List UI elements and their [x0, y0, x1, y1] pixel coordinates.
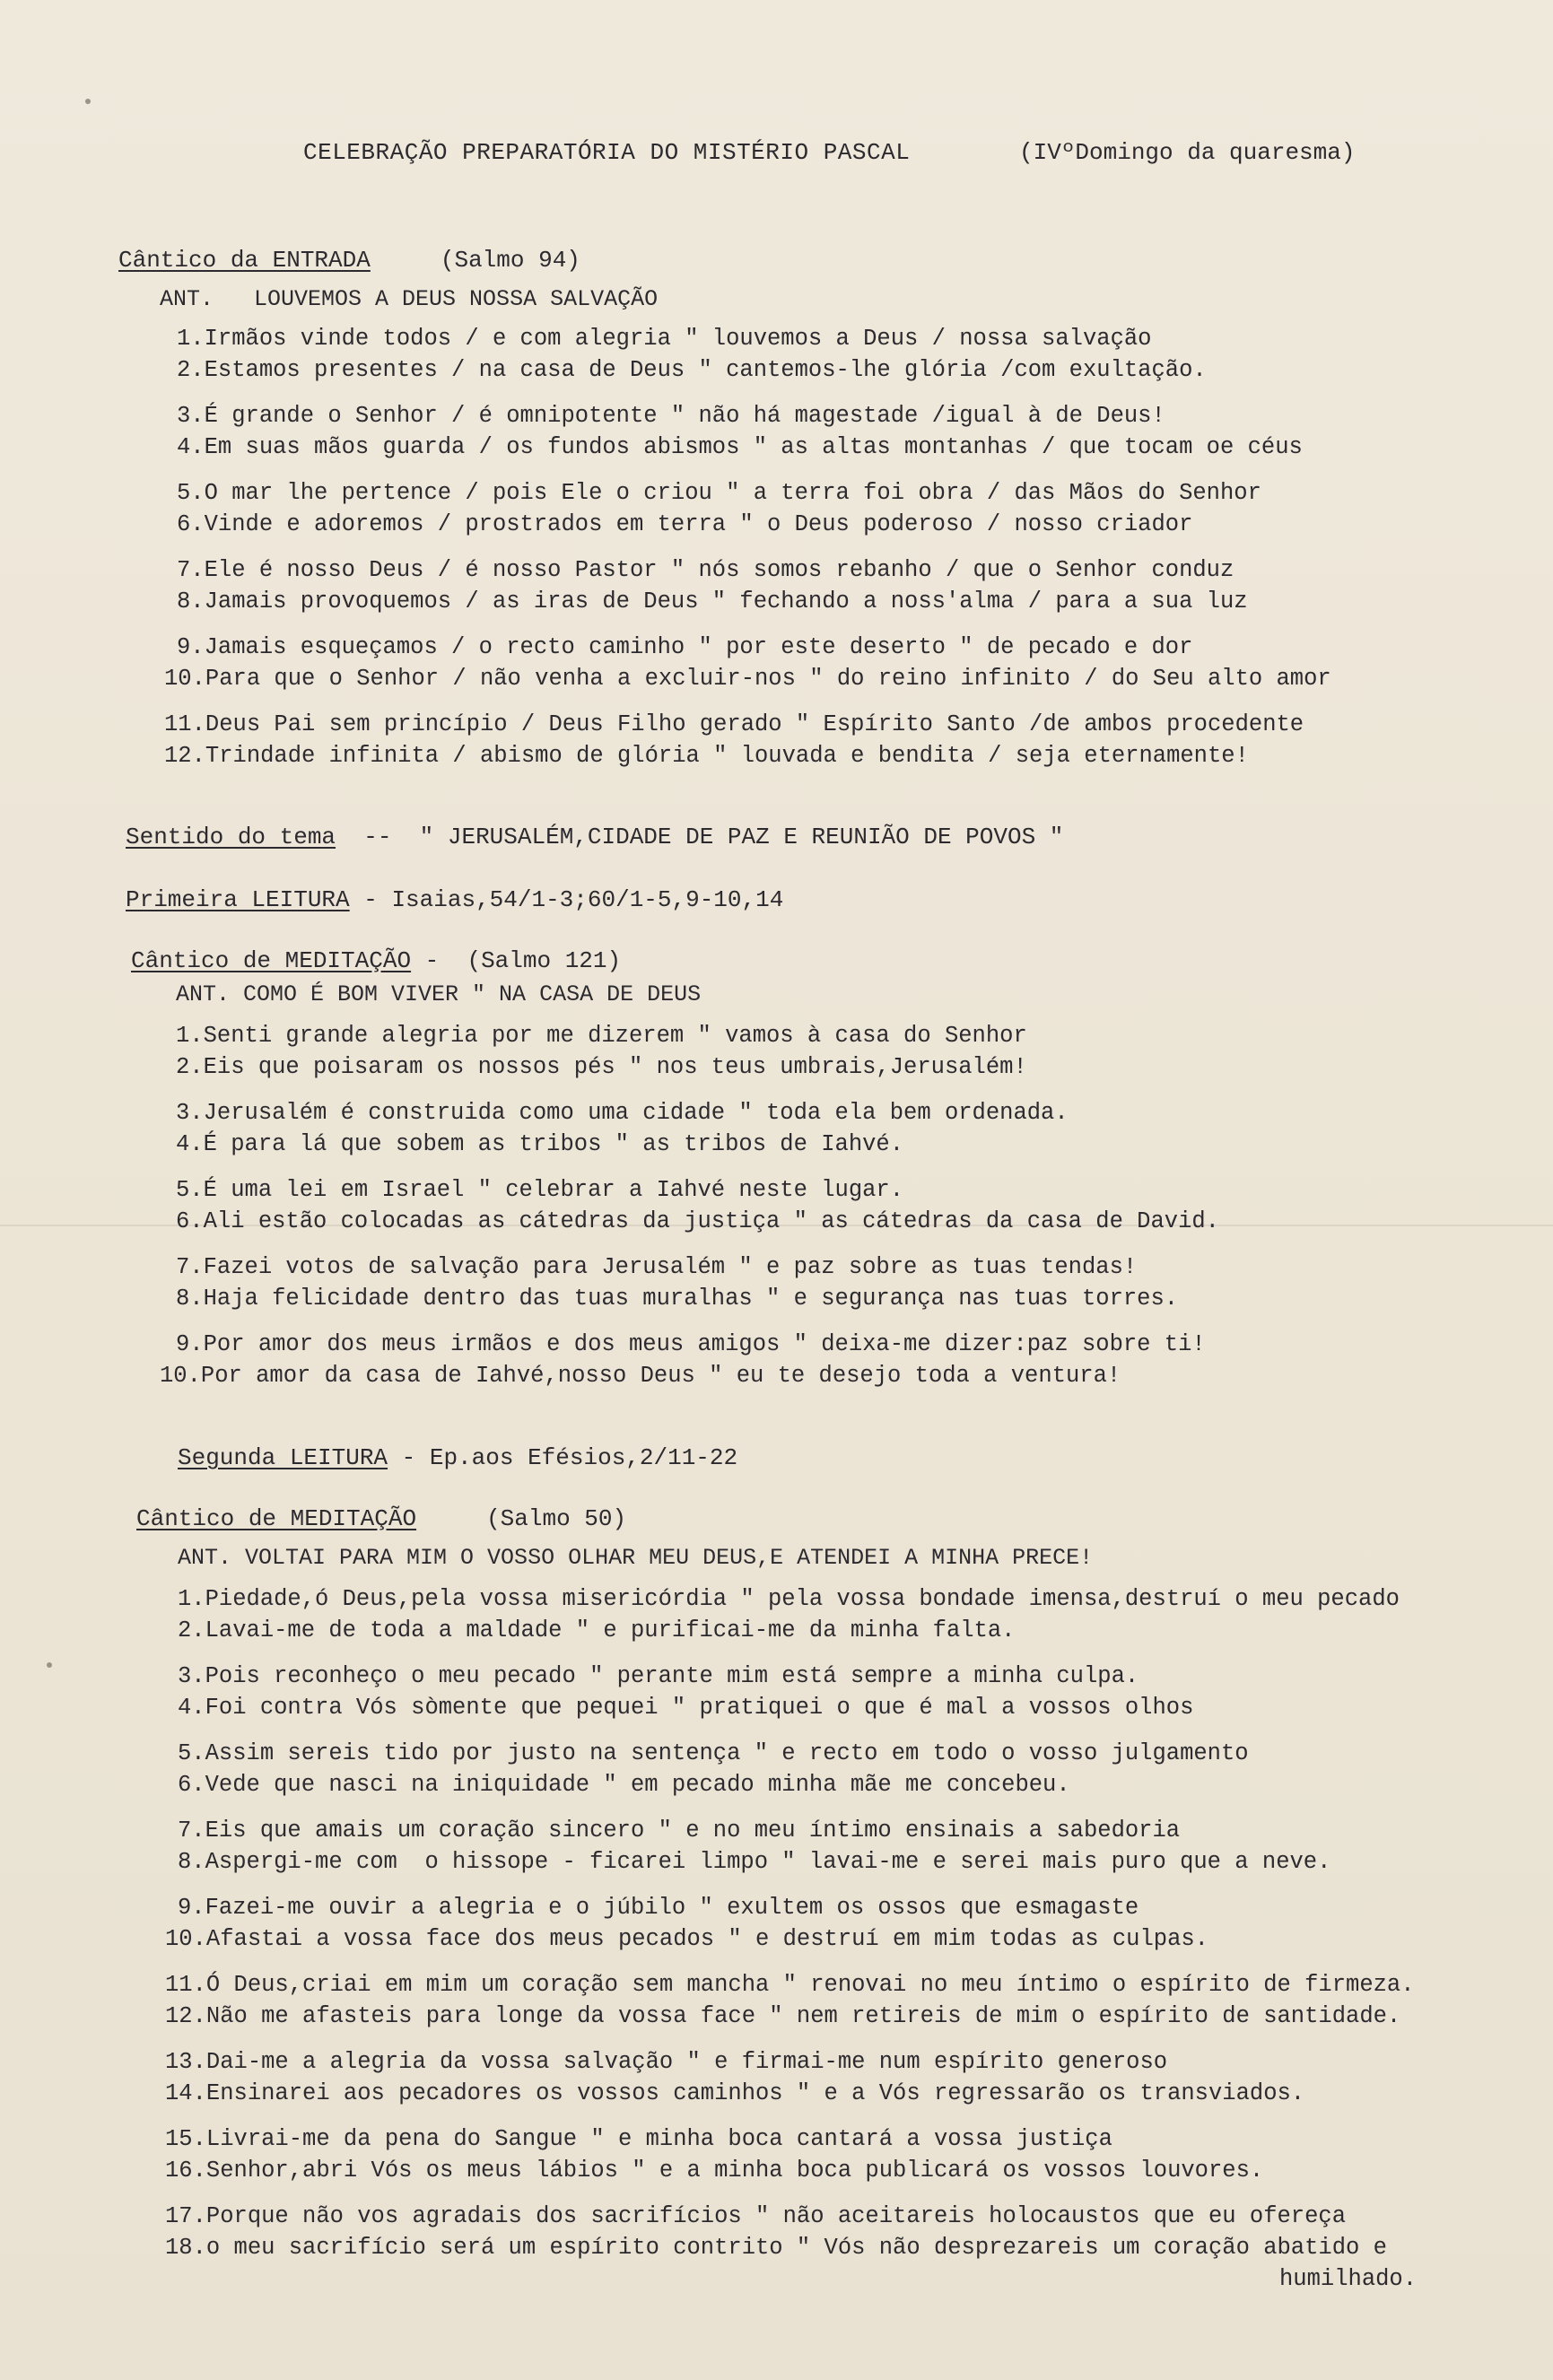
- meditacao1-title: Cântico de MEDITAÇÃO: [131, 947, 412, 974]
- verse-line: 12.Não me afasteis para longe da vossa face " nem retireis de mim o espírito de santidade.: [165, 2003, 1401, 2029]
- meditacao2-section: [136, 1505, 1417, 2295]
- meditacao1-antiphon: ANT. COMO É BOM VIVER " NA CASA DE DEUS: [176, 981, 702, 1007]
- verse-line: 13.Dai-me a alegria da vossa salvação " e firmai-me num espírito generoso: [165, 2049, 1168, 2075]
- meditacao2-antiphon: ANT. VOLTAI PARA MIM O VOSSO OLHAR MEU DEUS,E ATENDEI A MINHA PRECE!: [178, 1545, 1094, 1571]
- entrada-antiphon: ANT. LOUVEMOS A DEUS NOSSA SALVAÇÃO: [160, 286, 659, 312]
- verse-line: 4.Foi contra Vós sòmente que pequei " pratiquei o que é mal a vossos olhos: [178, 1695, 1194, 1721]
- verse-line: 10.Afastai a vossa face dos meus pecados " e destruí em mim todas as culpas.: [165, 1926, 1208, 1952]
- verse-line: 3.É grande o Senhor / é omnipotente " não há magestade /igual à de Deus!: [177, 403, 1165, 429]
- verse-line: 6.Ali estão colocadas as cátedras da justiça " as cátedras da casa de David.: [176, 1208, 1219, 1234]
- meditacao1-heading: [131, 947, 1219, 974]
- entrada-title: Cântico da ENTRADA: [118, 247, 371, 274]
- meditacao1-ref: - (Salmo 121): [411, 947, 622, 974]
- verse-line: 1.Piedade,ó Deus,pela vossa misericórdia " pela vossa bondade imensa,destruí o meu pecado: [178, 1586, 1400, 1612]
- verse-line: 7.Eis que amais um coração sincero " e no meu íntimo ensinais a sabedoria: [178, 1818, 1181, 1844]
- segunda-leitura-line: [178, 1444, 737, 1471]
- verse-line: 16.Senhor,abri Vós os meus lábios " e a minha boca publicará os vossos louvores.: [165, 2158, 1264, 2184]
- meditacao2-heading: [136, 1505, 1417, 1532]
- verse-line: 11.Ó Deus,criai em mim um coração sem mancha " renovai no meu íntimo o espírito de firmeza.: [165, 1972, 1415, 1998]
- verse-line: 5.É uma lei em Israel " celebrar a Iahvé neste lugar.: [176, 1177, 904, 1203]
- primeira-leitura-line: [126, 886, 783, 913]
- entrada-ref: (Salmo 94): [440, 247, 580, 274]
- paper-speck: [85, 99, 91, 104]
- primeira-label: Primeira LEITURA: [126, 886, 350, 913]
- verse-line: 11.Deus Pai sem princípio / Deus Filho gerado " Espírito Santo /de ambos procedente: [164, 711, 1304, 737]
- verse-line: 9.Por amor dos meus irmãos e dos meus amigos " deixa-me dizer:paz sobre ti!: [176, 1331, 1206, 1357]
- verse-line: 3.Jerusalém é construida como uma cidade " toda ela bem ordenada.: [176, 1100, 1069, 1126]
- verse-line: 7.Ele é nosso Deus / é nosso Pastor " nós somos rebanho / que o Senhor conduz: [177, 557, 1235, 583]
- paper-speck: [47, 1662, 52, 1668]
- verse-line: 3.Pois reconheço o meu pecado " perante mim está sempre a minha culpa.: [178, 1663, 1139, 1689]
- verse-line: 2.Lavai-me de toda a maldade " e purificai-me da minha falta.: [178, 1617, 1016, 1643]
- document-subtitle: (IVºDomingo da quaresma): [1019, 139, 1356, 166]
- primeira-text: - Isaias,54/1-3;60/1-5,9-10,14: [349, 886, 784, 913]
- verse-line: 17.Porque não vos agradais dos sacrifícios " não aceitareis holocaustos que eu ofereça: [165, 2203, 1347, 2229]
- sentido-label: Sentido do tema: [126, 824, 336, 850]
- verse-line: 8.Haja felicidade dentro das tuas muralhas " e segurança nas tuas torres.: [176, 1286, 1179, 1312]
- verse-line: 9.Fazei-me ouvir a alegria e o júbilo " exultem os ossos que esmagaste: [178, 1895, 1139, 1921]
- meditacao1-verses: [160, 1020, 1219, 1391]
- verse-line: 9.Jamais esqueçamos / o recto caminho " por este deserto " de pecado e dor: [177, 634, 1193, 660]
- meditacao2-verses: [165, 1583, 1418, 2295]
- verse-line: 8.Aspergi-me com o hissope - ficarei limpo " lavai-me e serei mais puro que a neve.: [178, 1849, 1331, 1875]
- verse-line: 6.Vede que nasci na iniquidade " em pecado minha mãe me concebeu.: [178, 1772, 1070, 1798]
- document-header: [0, 139, 1553, 175]
- verse-line: 12.Trindade infinita / abismo de glória " louvada e bendita / seja eternamente!: [164, 743, 1249, 769]
- verse-line: 7.Fazei votos de salvação para Jerusalém " e paz sobre as tuas tendas!: [176, 1254, 1138, 1280]
- verse-line: 1.Irmãos vinde todos / e com alegria " louvemos a Deus / nossa salvação: [177, 326, 1152, 352]
- verse-line: 5.Assim sereis tido por justo na sentença " e recto em todo o vosso julgamento: [178, 1740, 1249, 1766]
- verse-line: 2.Estamos presentes / na casa de Deus " cantemos-lhe glória /com exultação.: [177, 357, 1207, 383]
- verse-line: 10.Por amor da casa de Iahvé,nosso Deus " eu te desejo toda a ventura!: [160, 1363, 1121, 1389]
- verse-line: 18.o meu sacrifício será um espírito contrito " Vós não desprezareis um coração abatido e: [165, 2235, 1387, 2261]
- verse-line: 4.É para lá que sobem as tribos " as tribos de Iahvé.: [176, 1131, 904, 1157]
- verse-line: 15.Livrai-me da pena do Sangue " e minha boca cantará a vossa justiça: [165, 2126, 1112, 2152]
- entrada-heading: [118, 247, 1331, 274]
- sentido-line: [126, 824, 1063, 850]
- meditacao2-title: Cântico de MEDITAÇÃO: [136, 1505, 417, 1532]
- segunda-text: - Ep.aos Efésios,2/11-22: [388, 1444, 738, 1471]
- entrada-verses: [164, 323, 1331, 772]
- sentido-text: -- " JERUSALÉM,CIDADE DE PAZ E REUNIÃO DE POVOS ": [336, 824, 1064, 850]
- segunda-label: Segunda LEITURA: [178, 1444, 388, 1471]
- verse-line: 4.Em suas mãos guarda / os fundos abismos " as altas montanhas / que tocam oe céus: [177, 434, 1303, 460]
- verse-line: 8.Jamais provoquemos / as iras de Deus " fechando a noss'alma / para a sua luz: [177, 588, 1248, 615]
- meditacao1-section: [131, 947, 1219, 1391]
- meditacao2-ref: (Salmo 50): [416, 1505, 627, 1532]
- verse-line: 14.Ensinarei aos pecadores os vossos caminhos " e a Vós regressarão os transviados.: [165, 2080, 1305, 2106]
- entrada-section: [118, 247, 1331, 772]
- document-title: CELEBRAÇÃO PREPARATÓRIA DO MISTÉRIO PASCAL: [303, 139, 911, 166]
- verse-line: 1.Senti grande alegria por me dizerem " vamos à casa do Senhor: [176, 1023, 1027, 1049]
- verse-line: 5.O mar lhe pertence / pois Ele o criou " a terra foi obra / das Mãos do Senhor: [177, 480, 1261, 506]
- verse-line: 2.Eis que poisaram os nossos pés " nos teus umbrais,Jerusalém!: [176, 1054, 1027, 1080]
- verse-line: 10.Para que o Senhor / não venha a excluir-nos " do reino infinito / do Seu alto amor: [164, 666, 1331, 692]
- verse-continuation: humilhado.: [1279, 2266, 1418, 2292]
- verse-line: 6.Vinde e adoremos / prostrados em terra " o Deus poderoso / nosso criador: [177, 511, 1193, 537]
